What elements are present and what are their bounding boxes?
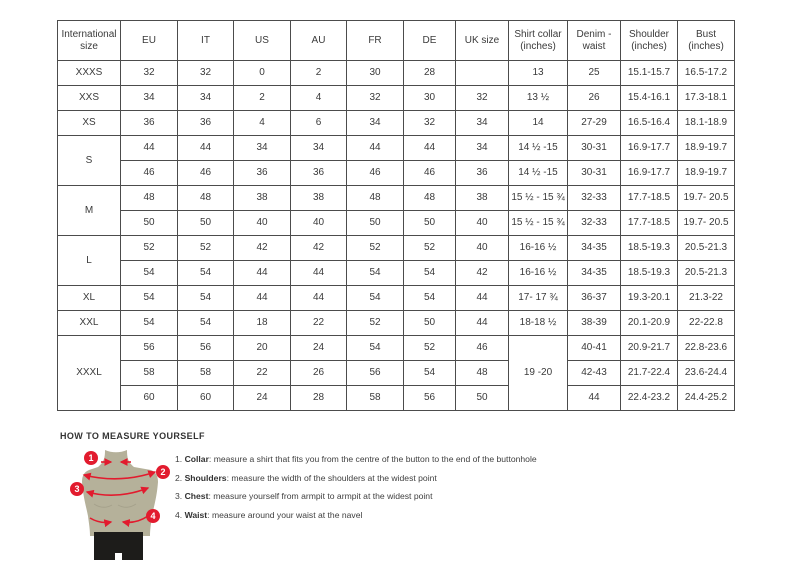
column-header: International size bbox=[58, 21, 121, 61]
table-cell: 32 bbox=[456, 86, 509, 111]
table-cell: 36 bbox=[234, 161, 291, 186]
table-cell: 44 bbox=[291, 261, 347, 286]
column-header: Shoulder (inches) bbox=[621, 21, 678, 61]
table-cell: S bbox=[58, 136, 121, 186]
table-cell: 52 bbox=[347, 311, 404, 336]
table-cell: 30-31 bbox=[568, 161, 621, 186]
table-cell: 52 bbox=[404, 236, 456, 261]
table-cell: 54 bbox=[404, 286, 456, 311]
table-cell: 24 bbox=[291, 336, 347, 361]
table-cell: 16.9-17.7 bbox=[621, 136, 678, 161]
step-number: 2. bbox=[175, 472, 183, 483]
table-cell: 17.7-18.5 bbox=[621, 186, 678, 211]
table-cell: 46 bbox=[404, 161, 456, 186]
table-cell: 22 bbox=[291, 311, 347, 336]
table-cell: 15.4-16.1 bbox=[621, 86, 678, 111]
table-cell: 44 bbox=[234, 286, 291, 311]
table-cell: 20.9-21.7 bbox=[621, 336, 678, 361]
table-cell: 38 bbox=[234, 186, 291, 211]
table-cell: XXS bbox=[58, 86, 121, 111]
table-cell: 44 bbox=[456, 311, 509, 336]
table-cell: 4 bbox=[291, 86, 347, 111]
table-cell: 28 bbox=[404, 61, 456, 86]
svg-text:2: 2 bbox=[160, 467, 166, 478]
table-cell: 60 bbox=[178, 386, 234, 411]
table-cell: 50 bbox=[121, 211, 178, 236]
table-cell: 17.3-18.1 bbox=[678, 86, 735, 111]
table-row bbox=[58, 136, 735, 161]
table-row bbox=[58, 86, 735, 111]
table-cell: M bbox=[58, 186, 121, 236]
table-cell: 6 bbox=[291, 111, 347, 136]
table-cell: 48 bbox=[456, 361, 509, 386]
table-cell: 44 bbox=[568, 386, 621, 411]
table-cell: 20.5-21.3 bbox=[678, 236, 735, 261]
table-cell: 40 bbox=[291, 211, 347, 236]
table-cell: 54 bbox=[121, 311, 178, 336]
measure-step-waist bbox=[175, 506, 537, 525]
table-cell: 16-16 ½ bbox=[509, 261, 568, 286]
table-cell: 16.9-17.7 bbox=[621, 161, 678, 186]
table-cell: 40 bbox=[234, 211, 291, 236]
table-cell: 26 bbox=[291, 361, 347, 386]
table-cell: L bbox=[58, 236, 121, 286]
table-cell: 22.4-23.2 bbox=[621, 386, 678, 411]
table-row bbox=[58, 211, 735, 236]
table-row bbox=[58, 186, 735, 211]
table-cell: XXXL bbox=[58, 336, 121, 411]
column-header: Shirt collar (inches) bbox=[509, 21, 568, 61]
table-cell: 30 bbox=[347, 61, 404, 86]
column-header: EU bbox=[121, 21, 178, 61]
table-cell: 22 bbox=[234, 361, 291, 386]
table-cell: 54 bbox=[404, 261, 456, 286]
table-cell: 4 bbox=[234, 111, 291, 136]
table-cell: 44 bbox=[121, 136, 178, 161]
table-cell: 46 bbox=[121, 161, 178, 186]
table-cell: 56 bbox=[121, 336, 178, 361]
step-text: : measure around your waist at the navel bbox=[207, 509, 363, 520]
table-cell: 15.1-15.7 bbox=[621, 61, 678, 86]
column-header: DE bbox=[404, 21, 456, 61]
table-cell: 18.9-19.7 bbox=[678, 136, 735, 161]
table-row bbox=[58, 111, 735, 136]
table-cell: 34 bbox=[291, 136, 347, 161]
column-header: US bbox=[234, 21, 291, 61]
table-cell: 52 bbox=[404, 336, 456, 361]
table-cell: 19.7- 20.5 bbox=[678, 186, 735, 211]
table-cell: 20.1-20.9 bbox=[621, 311, 678, 336]
table-cell: 13 bbox=[509, 61, 568, 86]
table-cell: 54 bbox=[121, 261, 178, 286]
table-cell: 32 bbox=[404, 111, 456, 136]
table-cell: 42 bbox=[456, 261, 509, 286]
measure-step-shoulders bbox=[175, 469, 537, 488]
table-cell: 46 bbox=[347, 161, 404, 186]
step-label: Shoulders bbox=[184, 472, 227, 483]
table-cell: 50 bbox=[347, 211, 404, 236]
table-cell: 50 bbox=[178, 211, 234, 236]
table-cell: 40-41 bbox=[568, 336, 621, 361]
table-cell: 34 bbox=[347, 111, 404, 136]
table-cell: 36 bbox=[291, 161, 347, 186]
table-cell: 56 bbox=[404, 386, 456, 411]
table-cell: XS bbox=[58, 111, 121, 136]
table-cell: 26 bbox=[568, 86, 621, 111]
table-cell: 36 bbox=[121, 111, 178, 136]
table-cell: 14 ½ -15 bbox=[509, 136, 568, 161]
table-cell: 14 bbox=[509, 111, 568, 136]
measure-instructions bbox=[175, 450, 537, 524]
table-cell: 38 bbox=[456, 186, 509, 211]
table-row bbox=[58, 261, 735, 286]
table-cell: 48 bbox=[121, 186, 178, 211]
table-cell: 18 bbox=[234, 311, 291, 336]
table-cell: 54 bbox=[347, 336, 404, 361]
table-cell: XXXS bbox=[58, 61, 121, 86]
table-cell: 32 bbox=[121, 61, 178, 86]
table-cell: 40 bbox=[456, 211, 509, 236]
table-cell: 58 bbox=[121, 361, 178, 386]
table-cell: 44 bbox=[404, 136, 456, 161]
column-header: UK size bbox=[456, 21, 509, 61]
table-cell: 42 bbox=[291, 236, 347, 261]
measure-figure bbox=[60, 444, 172, 566]
table-cell: 18.5-19.3 bbox=[621, 236, 678, 261]
table-cell: 42 bbox=[234, 236, 291, 261]
table-cell: 2 bbox=[234, 86, 291, 111]
table-row bbox=[58, 161, 735, 186]
table-cell: 20 bbox=[234, 336, 291, 361]
step-number: 1. bbox=[175, 454, 183, 464]
table-cell: 15 ½ - 15 ¾ bbox=[509, 211, 568, 236]
table-row bbox=[58, 386, 735, 411]
table-cell: 34 bbox=[456, 111, 509, 136]
table-cell: 30 bbox=[404, 86, 456, 111]
table-cell: 18.5-19.3 bbox=[621, 261, 678, 286]
table-cell: 32-33 bbox=[568, 186, 621, 211]
table-cell: 22-22.8 bbox=[678, 311, 735, 336]
table-cell: 15 ½ - 15 ¾ bbox=[509, 186, 568, 211]
table-cell: 36-37 bbox=[568, 286, 621, 311]
marker-4-waist bbox=[146, 509, 160, 523]
shorts-shape bbox=[94, 532, 143, 560]
table-cell: 44 bbox=[347, 136, 404, 161]
table-cell: 54 bbox=[121, 286, 178, 311]
column-header: AU bbox=[291, 21, 347, 61]
table-row bbox=[58, 61, 735, 86]
table-row bbox=[58, 311, 735, 336]
column-header: FR bbox=[347, 21, 404, 61]
table-cell: 32 bbox=[347, 86, 404, 111]
measure-step-collar bbox=[175, 450, 537, 469]
column-header: IT bbox=[178, 21, 234, 61]
svg-text:4: 4 bbox=[150, 511, 156, 522]
table-cell: 34 bbox=[456, 136, 509, 161]
table-cell: 56 bbox=[178, 336, 234, 361]
table-cell: 14 ½ -15 bbox=[509, 161, 568, 186]
table-cell: 44 bbox=[178, 136, 234, 161]
table-cell: 22.8-23.6 bbox=[678, 336, 735, 361]
measure-step-chest bbox=[175, 487, 537, 506]
marker-1-collar bbox=[84, 451, 98, 465]
table-cell: 32-33 bbox=[568, 211, 621, 236]
table-cell: 20.5-21.3 bbox=[678, 261, 735, 286]
table-cell: 19 -20 bbox=[509, 336, 568, 411]
measure-section-title: HOW TO MEASURE YOURSELF bbox=[60, 431, 205, 441]
table-cell: 18.9-19.7 bbox=[678, 161, 735, 186]
header-row bbox=[58, 21, 735, 61]
table-cell: 2 bbox=[291, 61, 347, 86]
table-cell: 17- 17 ¾ bbox=[509, 286, 568, 311]
table-cell: 23.6-24.4 bbox=[678, 361, 735, 386]
table-cell: 54 bbox=[347, 286, 404, 311]
column-header: Denim - waist bbox=[568, 21, 621, 61]
step-text: : measure the width of the shoulders at the widest point bbox=[226, 472, 437, 483]
table-cell: 44 bbox=[234, 261, 291, 286]
table-cell: 50 bbox=[404, 311, 456, 336]
step-number: 4. bbox=[175, 509, 183, 520]
table-cell: 34 bbox=[234, 136, 291, 161]
table-cell: 13 ½ bbox=[509, 86, 568, 111]
table-cell: 50 bbox=[404, 211, 456, 236]
table-cell: 25 bbox=[568, 61, 621, 86]
table-cell: 44 bbox=[456, 286, 509, 311]
table-cell: 48 bbox=[347, 186, 404, 211]
table-cell: 34 bbox=[121, 86, 178, 111]
table-cell: 58 bbox=[347, 386, 404, 411]
table-cell: 58 bbox=[178, 361, 234, 386]
svg-text:1: 1 bbox=[88, 453, 94, 464]
table-cell: 36 bbox=[178, 111, 234, 136]
table-cell: XL bbox=[58, 286, 121, 311]
table-cell: XXL bbox=[58, 311, 121, 336]
table-row bbox=[58, 236, 735, 261]
table-cell: 19.3-20.1 bbox=[621, 286, 678, 311]
step-text: : measure yourself from armpit to armpit at the widest point bbox=[208, 491, 433, 501]
table-cell: 34-35 bbox=[568, 261, 621, 286]
marker-3-chest bbox=[70, 482, 84, 496]
table-cell bbox=[456, 61, 509, 86]
table-cell: 16-16 ½ bbox=[509, 236, 568, 261]
table-cell: 52 bbox=[121, 236, 178, 261]
table-cell: 46 bbox=[456, 336, 509, 361]
table-cell: 32 bbox=[178, 61, 234, 86]
table-cell: 48 bbox=[178, 186, 234, 211]
table-cell: 46 bbox=[178, 161, 234, 186]
step-number: 3. bbox=[175, 491, 183, 501]
table-cell: 0 bbox=[234, 61, 291, 86]
table-cell: 44 bbox=[291, 286, 347, 311]
table-cell: 18-18 ½ bbox=[509, 311, 568, 336]
table-cell: 21.3-22 bbox=[678, 286, 735, 311]
marker-2-shoulders bbox=[156, 465, 170, 479]
table-cell: 36 bbox=[456, 161, 509, 186]
table-cell: 19.7- 20.5 bbox=[678, 211, 735, 236]
table-cell: 17.7-18.5 bbox=[621, 211, 678, 236]
svg-text:3: 3 bbox=[74, 484, 80, 495]
table-cell: 28 bbox=[291, 386, 347, 411]
table-cell: 40 bbox=[456, 236, 509, 261]
table-row bbox=[58, 361, 735, 386]
table-cell: 38-39 bbox=[568, 311, 621, 336]
table-cell: 38 bbox=[291, 186, 347, 211]
table-cell: 18.1-18.9 bbox=[678, 111, 735, 136]
table-cell: 34 bbox=[178, 86, 234, 111]
table-row bbox=[58, 336, 735, 361]
table-cell: 21.7-22.4 bbox=[621, 361, 678, 386]
table-cell: 60 bbox=[121, 386, 178, 411]
table-cell: 42-43 bbox=[568, 361, 621, 386]
table-cell: 52 bbox=[347, 236, 404, 261]
table-cell: 54 bbox=[178, 261, 234, 286]
table-row bbox=[58, 286, 735, 311]
table-cell: 30-31 bbox=[568, 136, 621, 161]
table-cell: 24.4-25.2 bbox=[678, 386, 735, 411]
table-cell: 27-29 bbox=[568, 111, 621, 136]
table-cell: 54 bbox=[404, 361, 456, 386]
column-header: Bust (inches) bbox=[678, 21, 735, 61]
table-cell: 24 bbox=[234, 386, 291, 411]
step-label: Waist bbox=[184, 509, 208, 520]
table-cell: 52 bbox=[178, 236, 234, 261]
step-label: Collar bbox=[184, 454, 209, 464]
step-label: Chest bbox=[184, 491, 209, 501]
table-cell: 50 bbox=[456, 386, 509, 411]
size-table bbox=[57, 20, 735, 411]
table-cell: 54 bbox=[178, 286, 234, 311]
table-cell: 16.5-17.2 bbox=[678, 61, 735, 86]
table-cell: 16.5-16.4 bbox=[621, 111, 678, 136]
mannequin-figure-icon bbox=[60, 444, 172, 566]
table-cell: 56 bbox=[347, 361, 404, 386]
step-text: : measure a shirt that fits you from the centre of the button to the end of the buttonhole bbox=[208, 454, 537, 464]
table-cell: 54 bbox=[347, 261, 404, 286]
table-cell: 48 bbox=[404, 186, 456, 211]
table-cell: 54 bbox=[178, 311, 234, 336]
table-cell: 34-35 bbox=[568, 236, 621, 261]
